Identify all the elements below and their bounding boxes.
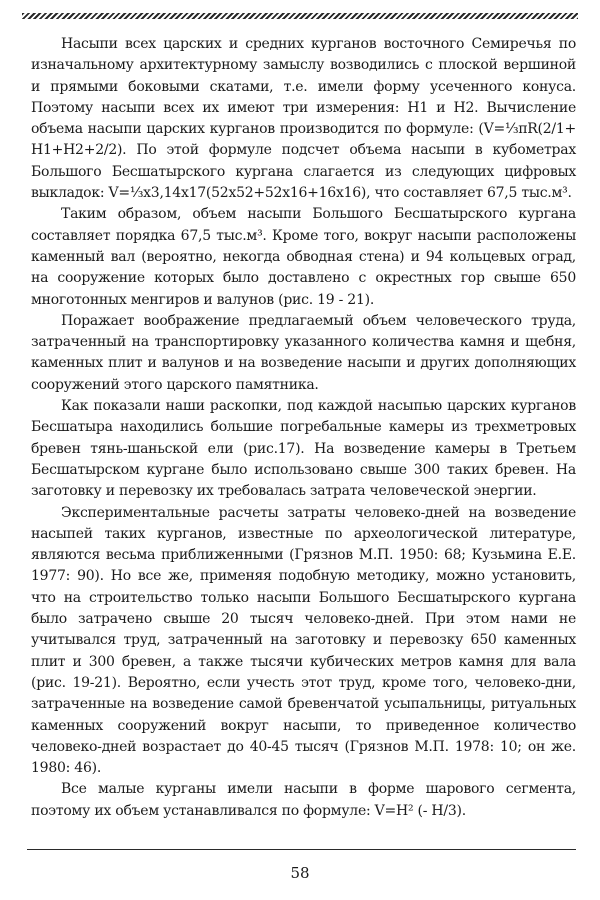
- paragraph-3: Поражает воображение предлагаемый объем человеческого труда, затраченный на транспортировку указанного количества камня и щебня, каменных плит и валунов и на возведение насыпи и других дополняющих сооружений этого царского памятника.: [31, 312, 576, 393]
- body-text: [31, 34, 576, 822]
- paragraph-4: Как показали наши раскопки, под каждой насыпью царских курганов Бесшатыра находились большие погребальные камеры из трехметровых бревен тянь-шаньской ели (рис.17). На возведение камеры в Третьем Бесшатырском кургане было использовано свыше 300 таких бревен. На заготовку и перевозку их требовалась затрата человеческой энергии.: [31, 398, 576, 500]
- footer-rule: [27, 849, 576, 850]
- paragraph-6: Все малые курганы имели насыпи в форме шарового сегмента, поэтому их объем устанавливался по формуле: V=H² (- H/3).: [31, 781, 576, 819]
- page-number: 58: [290, 864, 310, 882]
- paragraph-1: Насыпи всех царских и средних курганов восточного Семиречья по изначальному архитектурному замыслу возводились с плоской вершиной и прямыми боковыми скатами, т.е. имели форму усеченного конуса. Поэтому насыпи всех их имеют три измерения: Н1 и Н2. Вычисление объема насыпи царских курганов производится по формуле: (V=⅓πR(2/1+ H1+H2+2/2). По этой формуле подсчет объема насыпи в кубометрах Большого Бесшатырского кургана слагается из следующих цифровых выкладок: V=⅓x3,14x17(52x52+52x16+16x16), что составляет 67,5 тыс.м³.: [31, 36, 576, 202]
- paragraph-5: Экспериментальные расчеты затраты человеко-дней на возведение насыпей таких курганов, известные по археологической литературе, являются весьма приближенными (Грязнов М.П. 1950: 68; Кузьмина Е.Е. 1977: 90). Но все же, применяя подобную методику, можно установить, что на строительство только насыпи Большого Бесшатырского кургана было затрачено свыше 20 тысяч человеко-дней. При этом нами не учитывался труд, затраченный на заготовку и перевозку 650 каменных плит и 300 бревен, а также тысячи кубических метров камня для вала (рис. 19-21). Вероятно, если учесть этот труд, кроме того, человеко-дни, затраченные на возведение самой бревенчатой усыпальницы, ритуальных каменных сооружений вокруг насыпи, то приведенное количество человеко-дней возрастает до 40-45 тысяч (Грязнов М.П. 1978: 10; он же. 1980: 46).: [31, 504, 576, 777]
- paragraph-2: Таким образом, объем насыпи Большого Бесшатырского кургана составляет порядка 67,5 тыс.м³. Кроме того, вокруг насыпи расположены каменный вал (вероятно, некогда обводная стена) и 94 кольцевых оград, на сооружение которых было доставлено с окрестных гор свыше 650 многотонных менгиров и валунов (рис. 19 - 21).: [31, 206, 576, 308]
- top-decorative-border: [22, 13, 578, 19]
